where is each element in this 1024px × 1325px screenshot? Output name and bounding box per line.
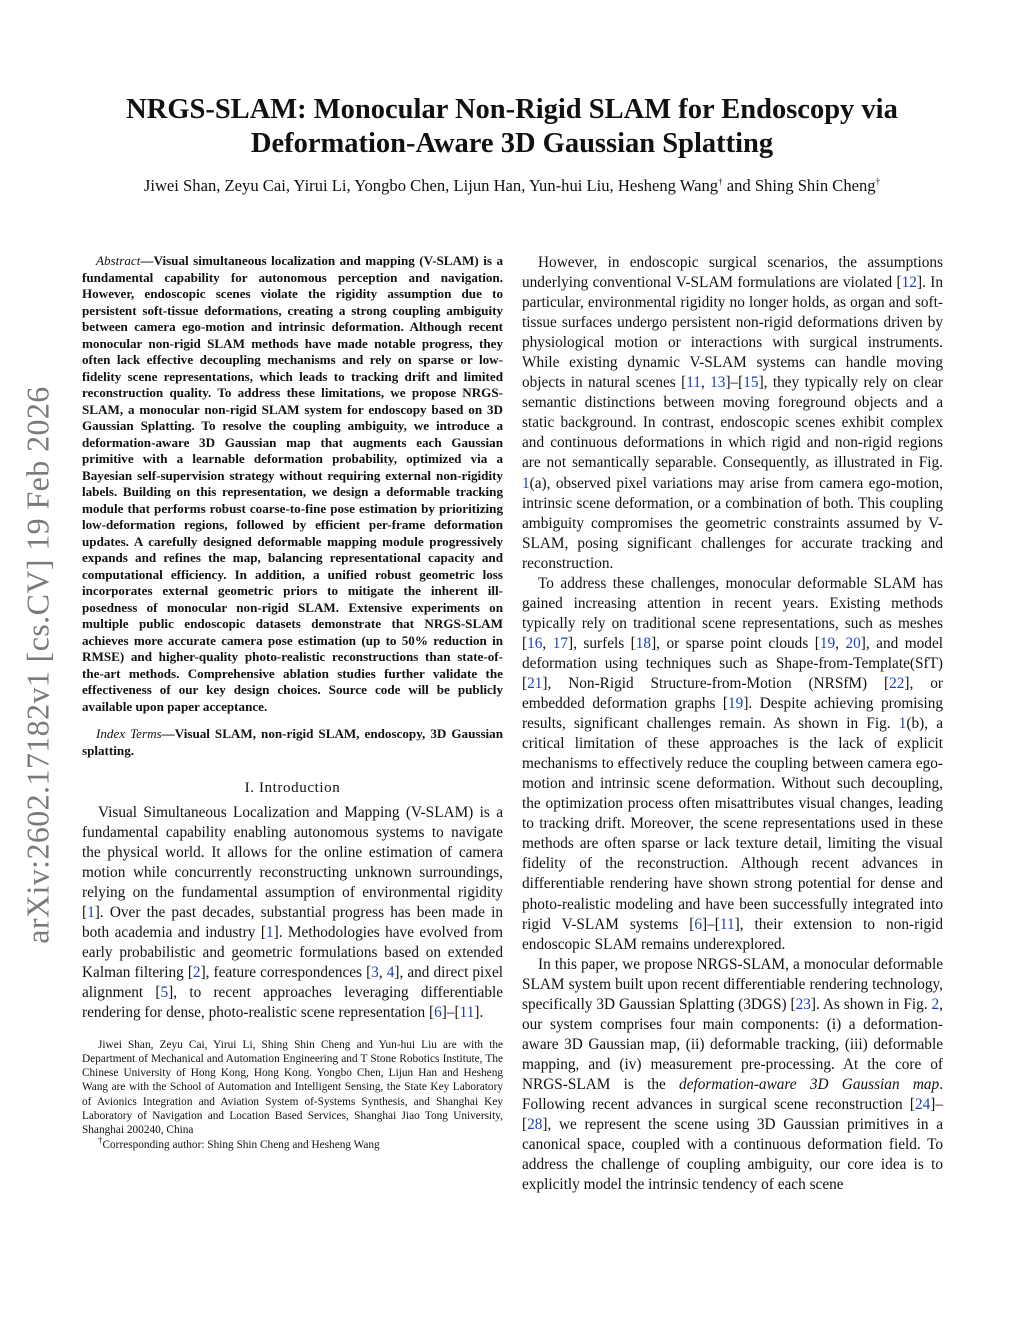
- citation-link[interactable]: 18: [635, 634, 652, 652]
- abstract: [82, 253, 503, 715]
- citation-link[interactable]: 22: [889, 674, 905, 692]
- citation-link[interactable]: 12: [901, 274, 917, 292]
- dagger-mark: †: [875, 176, 881, 187]
- arxiv-identifier-text: arXiv:2602.17182v1 [cs.CV] 19 Feb 2026: [19, 386, 56, 944]
- right-paragraph-1: [522, 253, 943, 574]
- citation-link[interactable]: 20: [845, 634, 861, 652]
- intro-paragraph-1: [82, 803, 503, 1024]
- citation-link[interactable]: 1: [898, 715, 907, 733]
- text-run: ], or sparse point clouds [: [651, 634, 820, 652]
- citation-link[interactable]: 15: [743, 374, 759, 392]
- text-run: ]–[: [702, 915, 720, 933]
- citation-link[interactable]: 24: [914, 1095, 931, 1113]
- text-run: , our system comprises four main components: (i) a deformation-aware 3D Gaussian map, (ii) deformable tracking, (iii) deformable mapping, and (iv) measurement pre-processing. At the core of NRGS-SLAM is the: [522, 995, 943, 1093]
- text-run: ], and direct pixel alignment [: [82, 964, 503, 1002]
- authors-and: and Shing Shin Cheng: [722, 176, 876, 195]
- index-terms-label: Index Terms: [96, 726, 162, 741]
- text-run: ], their extension to non-rigid endoscopic SLAM remains underexplored.: [522, 915, 943, 953]
- citation-link[interactable]: 16: [527, 634, 543, 652]
- citation-link[interactable]: 2: [931, 995, 940, 1013]
- abstract-dash: —: [140, 253, 154, 268]
- citation-link[interactable]: 6: [694, 915, 703, 933]
- citation-link[interactable]: 13: [710, 374, 726, 392]
- emphasized-text: deformation-aware 3D Gaussian map: [679, 1075, 940, 1093]
- arxiv-identifier: [6, 370, 70, 960]
- title-line-2: Deformation-Aware 3D Gaussian Splatting: [250, 128, 774, 159]
- text-run: ], they typically rely on clear semantic distinctions between moving foreground objects and a static background. In contrast, endoscopic scenes exhibit complex and continuous deformations in which rigid and non-rigid regions are not semantically separable. Consequently, as illustrated in Fig.: [522, 374, 943, 472]
- text-run: ], surfels [: [568, 634, 636, 652]
- text-run: ]–[: [725, 374, 744, 392]
- citation-link[interactable]: 19: [819, 634, 836, 652]
- citation-link[interactable]: 28: [527, 1116, 543, 1134]
- citation-link[interactable]: 1: [265, 924, 274, 942]
- text-run: ,: [835, 634, 846, 652]
- author-list: [70, 175, 954, 197]
- citation-link[interactable]: 5: [160, 984, 169, 1002]
- citation-link[interactable]: 4: [386, 964, 395, 982]
- section-heading-introduction: I. Introduction: [244, 780, 341, 796]
- text-run: ]. As shown in Fig.: [810, 995, 932, 1013]
- text-run: ], Non-Rigid Structure-from-Motion (NRSfM) [: [542, 674, 890, 692]
- text-run: ]–[: [522, 1095, 943, 1134]
- citation-link[interactable]: 3: [371, 964, 379, 982]
- text-run: In this paper, we propose NRGS-SLAM, a monocular deformable SLAM system built upon recent differentiable rendering technology, specifically 3D Gaussian Splatting (3DGS) [: [522, 955, 943, 1013]
- text-run: ]. In particular, environmental rigidity no longer holds, as organ and soft-tissue surfaces undergo persistent non-rigid deformations driven by physiological motion or interactions with surgical instruments. While existing dynamic V-SLAM systems can handle moving objects in natural scenes [: [522, 274, 943, 392]
- abstract-text: Visual simultaneous localization and mapping (V-SLAM) is a fundamental capability for autonomous perception and navigation. However, endoscopic scenes violate the rigidity assumption due to persistent soft-tissue deformations, creating a strong coupling ambiguity between camera ego-motion and intrinsic deformation. Although recent monocular non-rigid SLAM methods have made notable progress, they often lack effective decoupling mechanisms and rely on sparse or low-fidelity scene representations, which leads to tracking drift and limited reconstruction quality. To address these limitations, we propose NRGS-SLAM, a monocular non-rigid SLAM system for endoscopy based on 3D Gaussian Splatting. To resolve the coupling ambiguity, we introduce a deformation-aware 3D Gaussian map that augments each Gaussian primitive with a learnable deformation probability, optimized via a Bayesian self-supervision strategy without requiring external non-rigidity labels. Building on this representation, we design a deformable tracking module that performs robust coarse-to-fine pose estimation by prioritizing low-deformation regions, followed by efficient per-frame deformation updates. A carefully designed deformable mapping module progressively expands and refines the map, balancing representational capacity and computational efficiency. In addition, a unified robust geometric loss incorporates external geometric priors to mitigate the inherent ill-posedness of monocular non-rigid SLAM. Extensive experiments on multiple public endoscopic datasets demonstrate that NRGS-SLAM achieves more accurate camera pose estimation (up to 50% reduction in RMSE) and higher-quality photo-realistic reconstructions than state-of-the-art methods. Comprehensive ablation studies further validate the effectiveness of our key design choices. Source code will be publicly available upon paper acceptance.: [82, 253, 503, 714]
- text-run: (b), a critical limitation of these approaches is the lack of explicit mechanisms to effectively reduce the coupling between camera ego-motion and intrinsic scene deformation. Without such decoupling, the optimization process often misattributes visual changes, leading to tracking drift. Moreover, the scene representations used in these methods are often sparse or lack texture detail, limiting the visual fidelity of the reconstruction. Although recent advances in differentiable rendering have shown strong potential for dense and photo-realistic modeling and have been successfully integrated into rigid V-SLAM systems [: [522, 715, 943, 933]
- citation-link[interactable]: 1: [87, 904, 95, 922]
- citation-link[interactable]: 23: [795, 995, 811, 1013]
- text-run: (a), observed pixel variations may arise from camera ego-motion, intrinsic scene deformation, or a combination of both. This coupling ambiguity compromises the geometric constraints assumed by V-SLAM, posing significant challenges for accurate tracking and reconstruction.: [522, 474, 943, 572]
- text-run: ]. Methodologies have evolved from early probabilistic and geometric formulations based on extended Kalman filtering [: [82, 924, 503, 982]
- text-run: ]. Over the past decades, substantial progress has been made in both academia and industry [: [82, 904, 503, 942]
- abstract-label: Abstract: [96, 253, 141, 268]
- text-run: Visual Simultaneous Localization and Mapping (V-SLAM) is a fundamental capability enabling autonomous systems to navigate the physical world. It allows for the online estimation of camera motion while concurrently reconstructing unknown surroundings, relying on the fundamental assumption of environmental rigidity [: [82, 804, 503, 922]
- text-run: ,: [378, 964, 387, 982]
- text-run: ], and model deformation using techniques such as Shape-from-Template(SfT) [: [522, 634, 943, 692]
- footnotes: [82, 1038, 503, 1152]
- text-run: However, in endoscopic surgical scenarios, the assumptions underlying conventional V-SLAM formulations are violated [: [522, 254, 943, 292]
- dagger-mark: †: [98, 1134, 103, 1145]
- index-terms-text: Visual SLAM, non-rigid SLAM, endoscopy, 3D Gaussian splatting.: [82, 726, 504, 758]
- right-paragraph-3: [522, 955, 943, 1196]
- right-column: [522, 253, 943, 1195]
- text-run: ,: [542, 634, 553, 652]
- paper-title: [80, 93, 944, 161]
- citation-link[interactable]: 11: [459, 1004, 475, 1022]
- citation-link[interactable]: 17: [552, 634, 569, 652]
- citation-link[interactable]: 11: [719, 915, 735, 933]
- citation-link[interactable]: 21: [527, 674, 543, 692]
- citation-link[interactable]: 1: [522, 474, 530, 492]
- citation-link[interactable]: 2: [192, 964, 201, 982]
- text-run: . Following recent advances in surgical scene reconstruction [: [522, 1075, 944, 1113]
- text-run: ]–[: [441, 1004, 460, 1022]
- text-run: ].: [474, 1004, 484, 1022]
- title-line-1: NRGS-SLAM: Monocular Non-Rigid SLAM for Endoscopy via: [126, 94, 898, 125]
- citation-link[interactable]: 6: [434, 1004, 442, 1022]
- text-run: ]. Despite achieving promising results, significant challenges remain. As shown in Fig.: [522, 695, 944, 733]
- left-column: [82, 253, 503, 1152]
- index-terms-dash: —: [161, 726, 175, 741]
- footnote-corresponding: [82, 1134, 503, 1152]
- text-run: To address these challenges, monocular deformable SLAM has gained increasing attention in recent years. Existing methods typically rely on traditional scene representations, such as meshes [: [522, 574, 943, 652]
- citation-link[interactable]: 19: [728, 695, 744, 713]
- index-terms: [82, 726, 503, 759]
- citation-link[interactable]: 11: [686, 374, 701, 392]
- text-run: ], to recent approaches leveraging differentiable rendering for dense, photo-realistic scene representation [: [82, 984, 504, 1022]
- text-run: ], we represent the scene using 3D Gaussian primitives in a canonical space, coupled with a continuous deformation field. To address the challenge of coupling ambiguity, our core idea is to explicitly model the intrinsic tendency of each scene: [522, 1116, 943, 1194]
- text-run: ], feature correspondences [: [200, 964, 372, 982]
- footnote-corresponding-text: Corresponding author: Shing Shin Cheng and Hesheng Wang: [102, 1138, 380, 1151]
- authors-main: Jiwei Shan, Zeyu Cai, Yirui Li, Yongbo Chen, Lijun Han, Yun-hui Liu, Hesheng Wang: [143, 176, 719, 195]
- right-paragraph-2: [522, 574, 943, 955]
- footnote-affiliations: Jiwei Shan, Zeyu Cai, Yirui Li, Shing Shin Cheng and Yun-hui Liu are with the Department of Mechanical and Automation Engineering and T Stone Robotics Institute, The Chinese University of Hong Kong, Hong Kong. Yongbo Chen, Lijun Han and Hesheng Wang are with the School of Automation and Intelligent Sensing, the State Key Laboratory of Avionics Integration and Aviation System of-Systems Synthesis, and Shanghai Key Laboratory of Navigation and Location Based Services, Shanghai Jiao Tong University, Shanghai 200240, China: [82, 1038, 503, 1137]
- dagger-mark: †: [718, 176, 723, 187]
- text-run: ,: [700, 374, 711, 392]
- text-run: ], or embedded deformation graphs [: [522, 674, 943, 713]
